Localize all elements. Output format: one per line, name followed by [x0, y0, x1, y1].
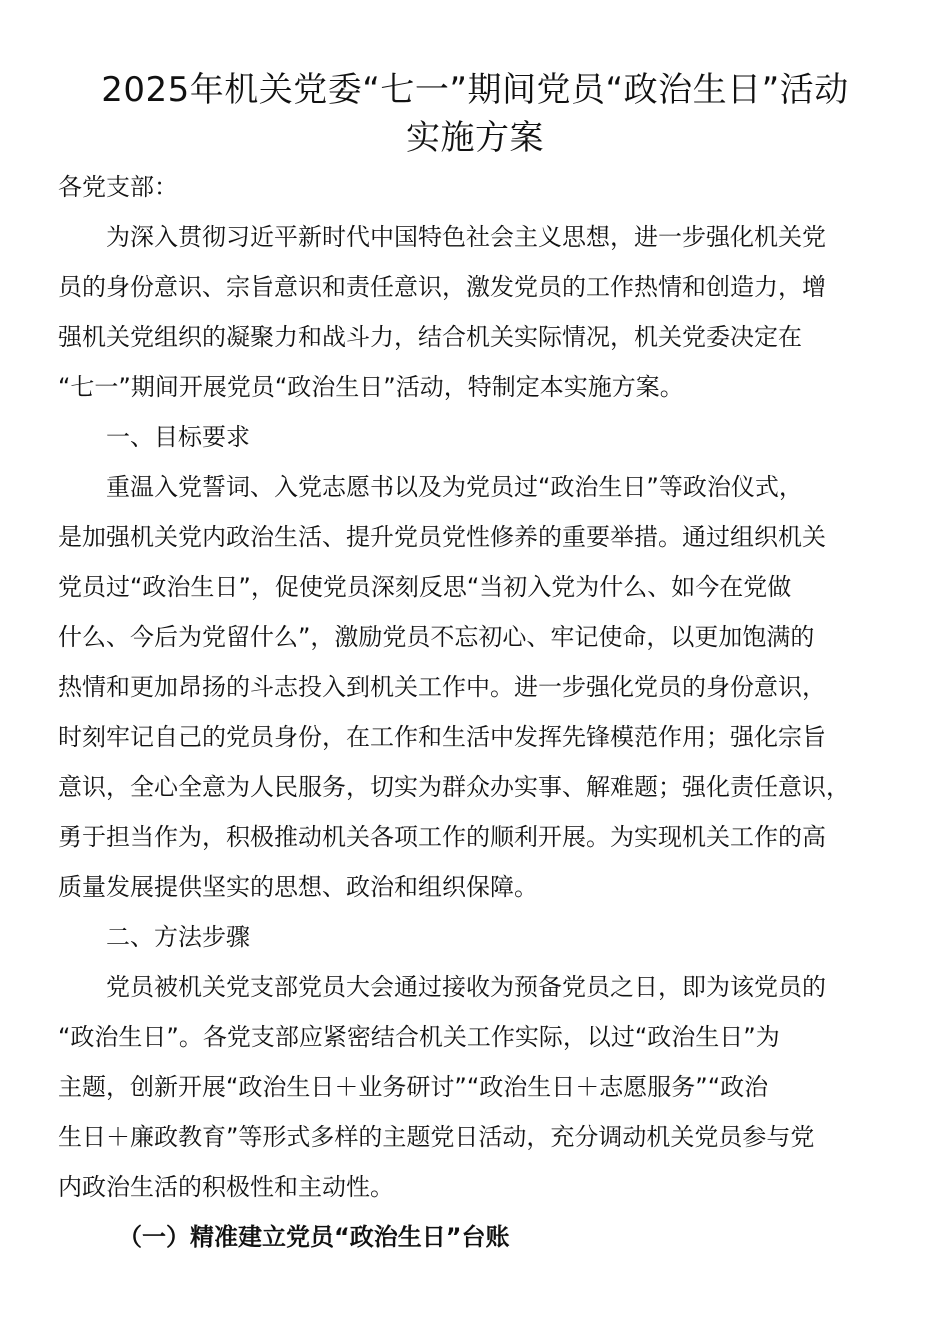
salutation: 各党支部： [58, 173, 178, 201]
section-1-line: 是加强机关党内政治生活、提升党员党性修养的重要举措。通过组织机关 [58, 523, 826, 551]
intro-line: 强机关党组织的凝聚力和战斗力，结合机关实际情况，机关党委决定在 [58, 323, 802, 351]
intro-line: “七一”期间开展党员“政治生日”活动，特制定本实施方案。 [58, 373, 684, 401]
section-1-line: 重温入党誓词、入党志愿书以及为党员过“政治生日”等政治仪式， [106, 473, 803, 501]
section-1-line: 什么、今后为党留什么”，激励党员不忘初心、牢记使命，以更加饱满的 [58, 623, 815, 651]
intro-line: 为深入贯彻习近平新时代中国特色社会主义思想，进一步强化机关党 [106, 223, 826, 251]
section-1-line: 质量发展提供坚实的思想、政治和组织保障。 [58, 873, 538, 901]
section-1-line: 党员过“政治生日”，促使党员深刻反思“当初入党为什么、如今在党做 [58, 573, 792, 601]
section-2-line: 内政治生活的积极性和主动性。 [58, 1173, 394, 1201]
intro-line: 员的身份意识、宗旨意识和责任意识，激发党员的工作热情和创造力，增 [58, 273, 826, 301]
section-2-line: 主题，创新开展“政治生日＋业务研讨”“政治生日＋志愿服务”“政治 [58, 1073, 769, 1101]
section-1-heading: 一、目标要求 [106, 423, 250, 451]
section-2-line: “政治生日”。各党支部应紧密结合机关工作实际，以过“政治生日”为 [58, 1023, 780, 1051]
section-1-line: 意识，全心全意为人民服务，切实为群众办实事、解难题；强化责任意识， [58, 773, 850, 801]
section-1-line: 热情和更加昂扬的斗志投入到机关工作中。进一步强化党员的身份意识， [58, 673, 826, 701]
section-2-line: 党员被机关党支部党员大会通过接收为预备党员之日，即为该党员的 [106, 973, 826, 1001]
section-2-heading: 二、方法步骤 [106, 923, 250, 951]
section-1-line: 勇于担当作为，积极推动机关各项工作的顺利开展。为实现机关工作的高 [58, 823, 826, 851]
section-2-line: 生日＋廉政教育”等形式多样的主题党日活动，充分调动机关党员参与党 [58, 1123, 815, 1151]
section-1-line: 时刻牢记自己的党员身份，在工作和生活中发挥先锋模范作用；强化宗旨 [58, 723, 826, 751]
document-title-line-2: 实施方案 [406, 118, 544, 158]
document-title-line-1: 2025年机关党委“七一”期间党员“政治生日”活动 [101, 70, 849, 110]
subsection-1-heading: （一）精准建立党员“政治生日”台账 [118, 1223, 510, 1251]
